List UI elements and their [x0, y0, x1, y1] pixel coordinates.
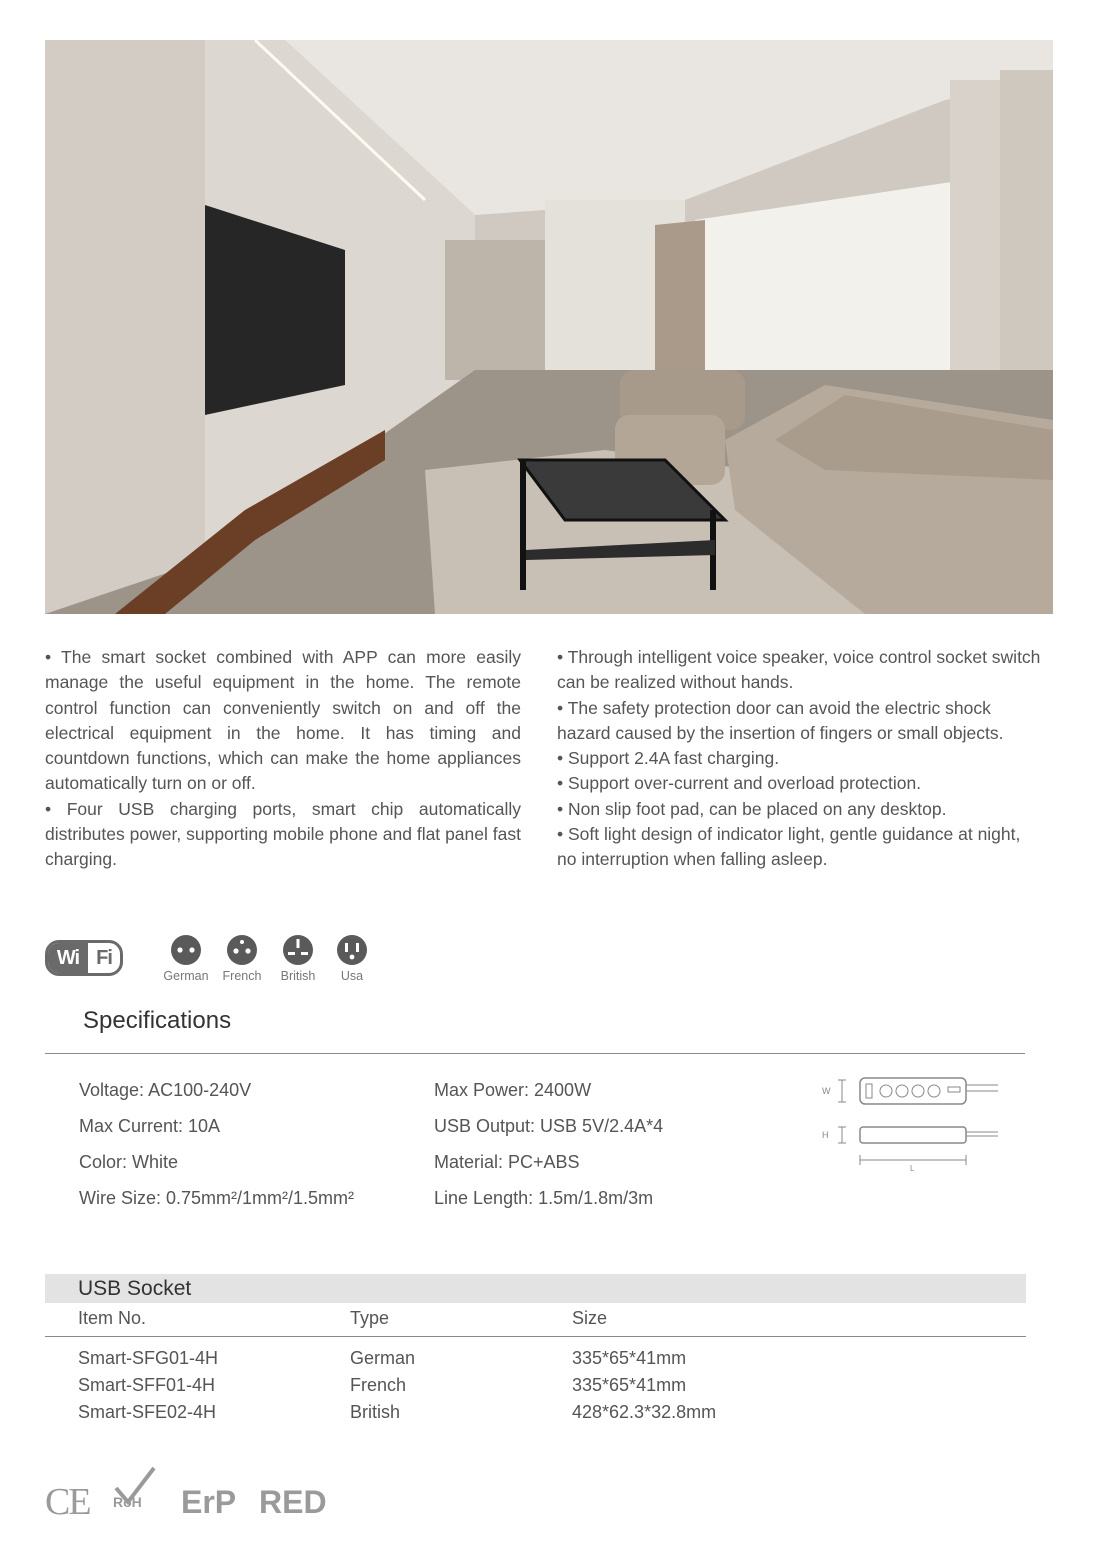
british-plug-icon — [282, 934, 314, 966]
plug-french — [214, 934, 270, 983]
plug-german — [158, 934, 214, 983]
features-right-column — [557, 645, 1041, 873]
column-header-size: Size — [572, 1308, 608, 1328]
plug-label: Usa — [340, 969, 364, 983]
german-plug-icon — [170, 934, 202, 966]
spec-line-length: Line Length: 1.5m/1.8m/3m — [434, 1188, 654, 1208]
spec-max-power: Max Power: 2400W — [434, 1080, 592, 1100]
rohs-text: RoH — [113, 1494, 142, 1510]
cell-item-no: Smart-SFG01-4H — [78, 1348, 219, 1368]
feature-text: • Four USB charging ports, smart chip automatically distributes power, supporting mobile phone and flat panel fast charging. — [45, 798, 521, 870]
feature-text: • The safety protection door can avoid the electric shock hazard caused by the insertion of fingers or small objects. — [557, 697, 1004, 743]
spec-voltage: Voltage: AC100-240V — [79, 1080, 252, 1100]
plug-usa — [324, 934, 380, 983]
plug-british — [270, 934, 326, 983]
certification-marks — [45, 1462, 365, 1522]
column-header-type: Type — [350, 1308, 390, 1328]
cell-type: British — [350, 1402, 401, 1422]
feature-text: • Non slip foot pad, can be placed on any desktop. — [557, 798, 947, 819]
cell-type: French — [350, 1375, 407, 1395]
features-left-column — [45, 645, 521, 873]
usa-plug-icon — [336, 934, 368, 966]
feature-text: • Through intelligent voice speaker, voice control socket switch can be realized without hands. — [557, 647, 1041, 693]
wifi-badge — [45, 940, 123, 976]
cell-size: 335*65*41mm — [572, 1348, 687, 1368]
wifi-badge-wi: Wi — [48, 943, 88, 973]
label-h: H — [822, 1130, 829, 1140]
label-l: L — [910, 1164, 915, 1172]
erp-mark: ErP — [181, 1484, 237, 1520]
column-header-item-no: Item No. — [78, 1308, 147, 1328]
spec-color: Color: White — [79, 1152, 179, 1172]
feature-text: • The smart socket combined with APP can more easily manage the useful equipment in the home. The remote control function can conveniently switch on and off the electrical equipment in the home. It has timing and countdown functions, which can make the home appliances automatically turn on or off. — [45, 647, 521, 794]
feature-text: • Support 2.4A fast charging. — [557, 748, 780, 769]
cell-type: German — [350, 1348, 416, 1368]
plug-label: French — [222, 969, 262, 983]
plug-label: German — [163, 969, 209, 983]
specifications-title: Specifications — [83, 1007, 232, 1034]
label-w: W — [822, 1086, 831, 1096]
feature-text: • Support over-current and overload protection. — [557, 773, 922, 794]
spec-wire-size: Wire Size: 0.75mm²/1mm²/1.5mm² — [79, 1188, 355, 1208]
spec-max-current: Max Current: 10A — [79, 1116, 221, 1136]
wifi-badge-fi: Fi — [96, 946, 112, 969]
spec-material: Material: PC+ABS — [434, 1152, 580, 1172]
cell-item-no: Smart-SFF01-4H — [78, 1375, 216, 1395]
spec-usb-output: USB Output: USB 5V/2.4A*4 — [434, 1116, 664, 1136]
dimension-diagram — [818, 1072, 1008, 1172]
table-title-bar — [45, 1274, 1026, 1303]
socket-dimension-diagram — [818, 1072, 1008, 1172]
cell-size: 335*65*41mm — [572, 1375, 687, 1395]
divider — [45, 1336, 1026, 1337]
cell-item-no: Smart-SFE02-4H — [78, 1402, 217, 1422]
red-mark: RED — [259, 1484, 327, 1520]
divider — [45, 1053, 1025, 1054]
feature-text: • Soft light design of indicator light, gentle guidance at night, no interruption when falling asleep. — [557, 824, 1021, 870]
table-title: USB Socket — [78, 1277, 192, 1300]
rohs-mark — [110, 1464, 160, 1516]
plug-label: British — [280, 969, 316, 983]
cell-size: 428*62.3*32.8mm — [572, 1402, 717, 1422]
french-plug-icon — [226, 934, 258, 966]
ce-mark: CE — [45, 1481, 90, 1523]
hero-photo — [45, 40, 1053, 614]
